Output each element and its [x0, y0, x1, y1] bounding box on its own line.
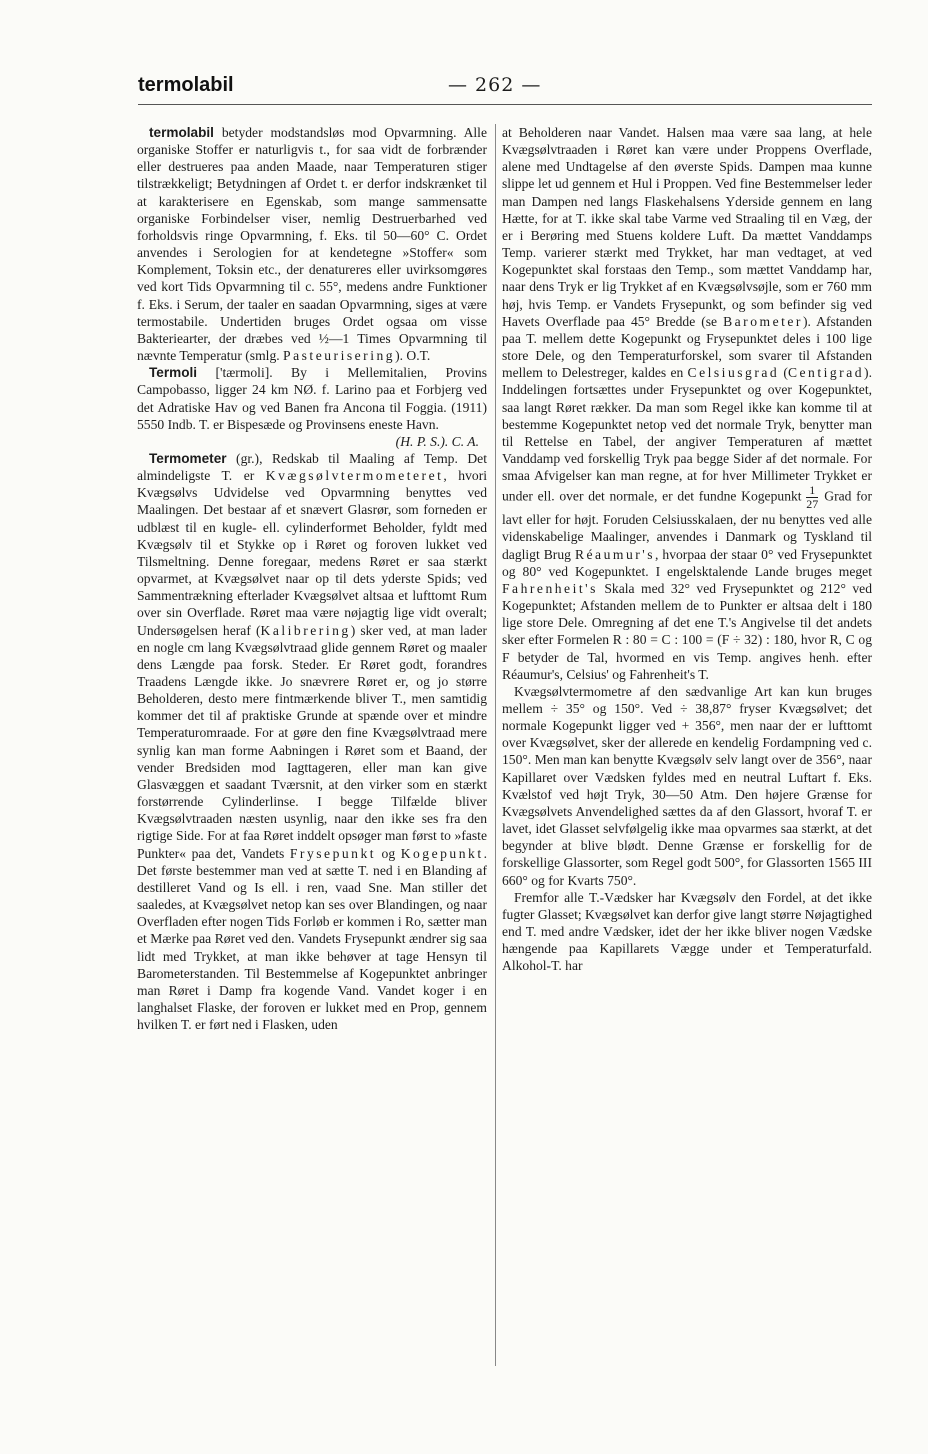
cross-reference: Fahrenheit's	[502, 580, 598, 596]
cross-reference: Barometer	[723, 313, 803, 329]
fraction: $\frac{1}{27}$	[806, 483, 819, 512]
headword-termolabil: termolabil	[149, 125, 214, 140]
left-column	[137, 124, 487, 1374]
right-column	[502, 124, 872, 1374]
cross-reference: Pasteurisering	[283, 348, 396, 364]
paragraph-continued: at Beholderen naar Vandet. Halsen maa være saa lang, at hele Kvægsølvtraaden i Røret kan være under Proppens Overflade, alene med Undtagelse af den øverste Spids. Dampen maa kunne slippe let ud gennem et Hul i Proppen. Ved fine Bestemmelser leder man Dampen ned langs Flaskehalsens Yderside gennem en lang Hætte, for at T. ikke skal tabe Varme ved Straaling til en Væg, der er i Berøring med Stuens koldere Luft. Da mættet Vanddamps Temp. varierer stærkt med Trykket, har man vedtaget, at ved Kogepunktet skal forstaas den Temp., som mættet Vanddamp har, naar dens Tryk er lig Trykket af en Kvægsølvsøjle, som er 760 mm høj, hvis Temp. er Vandets Frysepunkt, og som befinder sig ved Havets Overflade paa 45° Bredde (se Barometer). Afstanden paa T. mellem dette Kogepunkt og Frysepunktet deles i 100 lige store Dele, og den Temperaturforskel, som svarer til Afstanden mellem to Delestreger, kaldes en Celsiusgrad (Centigrad). Inddelingen fortsættes under Frysepunktet og over Kogepunktet, saa langt Røret rækker. Da man som Regel ikke kan komme til at bestemme Kogepunktet netop ved det normale Tryk, benytter man til Rettelse en Tabel, der angiver Temperaturen af mættet Vanddamp ved forskellig Tryk paa begge Sider af det normale. For smaa Afvigelser kan man regne, at for hver Millimeter Trykket er under ell. over det normale, er det fundne Kogepunkt $\frac{1}{27}$ Grad for lavt eller for højt. Foruden Celsiusskalaen, der nu benyttes ved alle videnskabelige Maalinger, anvendes i Danmark og Tyskland til dagligt Brug Réaumur's, hvorpaa der staar 0° ved Frysepunktet og 80° ved Kogepunktet. I engelsktalende Lande bruges meget Fahrenheit's Skala med 32° ved Frysepunktet og 212° ved Kogepunktet; Afstanden mellem de to Punkter er altsaa delt i 180 lige store Dele. Omregning af det ene T.'s Angivelse til det andets sker efter Formelen R : 80 = C : 100 = (F ÷ 32) : 180, hvor R, C og F betyder de Tal, hvormed en vis Temp. angives henh. efter Réaumur's, Celsius' og Fahrenheit's T.	[502, 125, 872, 682]
cross-reference: Réaumur's	[574, 546, 656, 562]
cross-reference: Frysepunkt	[289, 845, 377, 861]
cross-reference: Kvægsølvtermometeret	[265, 468, 444, 484]
page-header	[138, 68, 872, 102]
headword-termometer: Termometer	[149, 450, 227, 466]
column-divider	[495, 124, 496, 1366]
cross-reference: Celsiusgrad	[687, 365, 780, 381]
cross-reference: Kalibrering	[260, 622, 351, 638]
running-head-title: termolabil	[138, 74, 234, 96]
entry-termometer: Termometer (gr.), Redskab til Maaling af Temp. Det almindeligste T. er Kvægsølvtermometeret, hvori Kvægsølvs Udvidelse ved Opvarmning benyttes ved Maalingen. Det bestaar af et snævert Glasrør, som forneden er udblæst til en kugle- ell. cylinderformet Beholder, fyldt med Kvægsølv til et Stykke op i Røret og foroven lukket ved Tilsmeltning. Denne foregaar, medens Røret er saa stærkt opvarmet, at Kvægsølvet naar op til dets yderste Spids; ved Sammentrækning efterlader Kvægsølvet altsaa et lufttomt Rum over sin Overflade. Røret maa være nøjagtig lige vidt overalt; Undersøgelsen heraf (Kalibrering) sker ved, at man lader en nogle cm lang Kvægsølvtraad glide gennem Røret og maaler dens Længde paa forsk. Steder. Er Røret godt, forandres Traadens Længde ikke. Jo snævrere Røret er, og jo større Beholderen, desto mere fintmærkende bliver T., men samtidig kommer det til af praktiske Grunde at spænde over et mindre Temperaturomraade. For at gøre den fine Kvægsølvtraad mere synlig kan man forme Aabningen i Røret som et Baand, der vender Bredsiden mod Iagttageren, eller man kan give Glasvæggen et saadant Tværsnit, at den virker som en stærkt forstørrende Cylinderlinse. I begge Tilfælde bliver Kvægsølvtraaden næsten usynlig, naar den ikke ses fra den rigtige Side. For at faa Røret inddelt opsøger man først to »faste Punkter« paa det, Vandets Frysepunkt og Kogepunkt. Det første bestemmer man ved at sætte T. ned i en Blanding af destilleret Vand og Is ell. i ren, vaad Sne. Man stiller det saaledes, at Kvægsølvet netop kan ses over Blandingen, og naar Overfladen efter nogen Tids Forløb er kommen i Ro, sætter man et Mærke paa Røret ved den. Vandets Frysepunkt ændrer sig saa lidt med Trykket, at man ikke behøver at tage Hensyn til Barometerstanden. Til Bestemmelse af Kogepunktet anbringer man Røret i Damp fra kogende Vand. Vandet koger i en langhalset Flaske, der foroven er lukket med en Prop, gennem hvilken T. er ført ned i Flasken, uden	[137, 450, 487, 1033]
cross-reference: Kogepunkt	[400, 845, 484, 861]
headword-termoli: Termoli	[149, 365, 198, 381]
header-rule	[138, 104, 872, 105]
paragraph-advantages: Fremfor alle T.-Vædsker har Kvægsølv den Fordel, at det ikke fugter Glasset; Kvægsølvet kan derfor give langt større Nøjagtighed end T. med andre Vædsker, idet der her ikke bliver nogen Vædske hængende paa Kapillarets Vægge under et Temperaturfald. Alkohol-T. har	[502, 889, 872, 974]
cross-reference: Centigrad	[787, 365, 865, 381]
author-signature: (H. P. S.). C. A.	[395, 433, 479, 449]
paragraph-mercury-limits: Kvægsølvtermometre af den sædvanlige Art kan kun bruges mellem ÷ 35° og 150°. Ved ÷ 38,87° fryser Kvægsølvet; det normale Kogepunkt ligger ved + 356°, men naar der er lufttomt over Kvægsølvet, sker der allerede en kendelig Fordampning ved c. 150°. Men man kan benytte Kvægsølv selv langt over de 356°, naar Kapillaret over Vædsken fyldes med en neutral Luftart f. Eks. Kvælstof ved højt Tryk, 30—50 Atm. Den højere Grænse for Kvægsølvets Anvendelighed sættes da af den Glassort, hvoraf T. er lavet, idet Glasset selvfølgelig ikke maa opvarmes saa stærkt, at det begynder at blive blødt. Denne Grænse er forskellig for de forskellige Glassorter, som Regel godt 500°, for Glassorten 1565 III 660° og for Kvarts 750°.	[502, 683, 872, 888]
entry-termoli: Termoli ['tærmoli]. By i Mellemitalien, Provins Campobasso, ligger 24 km NØ. f. Larino paa et Forbjerg ved det Adratiske Hav og ved Banen fra Ancona til Foggia. (1911) 5550 Indb. T. er Bispesæde og Provinsens eneste Havn.	[137, 365, 487, 432]
page-number: — 262 —	[448, 74, 542, 96]
entry-termolabil: termolabil betyder modstandsløs mod Opvarmning. Alle organiske Stoffer er naturligvis t., for saa vidt de forbrænder eller destrueres paa anden Maade, naar Temperaturen stiger tilstrækkeligt; Betydningen af Ordet t. er derfor indskrænket til at karakterisere en Egenskab, som mange sammensatte organiske Forbindelser viser, nemlig Destruerbarhed ved forholdsvis ringe Opvarmning, f. Eks. til 50—60° C. Ordet anvendes i Serologien for at kendetegne »Stoffer« som Komplement, Toksin etc., der denatureres eller uvirksomgøres ved kort Tids Opvarmning til c. 55°, medens andre Funktioner f. Eks. i Serum, der taaler en saadan Opvarmning, siges at være termostabile. Undertiden bruges Ordet ogsaa om visse Bakteriearter, der dræbes ved ½—1 Times Opvarmning til nævnte Temperatur (smlg. Pasteurisering). O.T.	[137, 125, 487, 364]
